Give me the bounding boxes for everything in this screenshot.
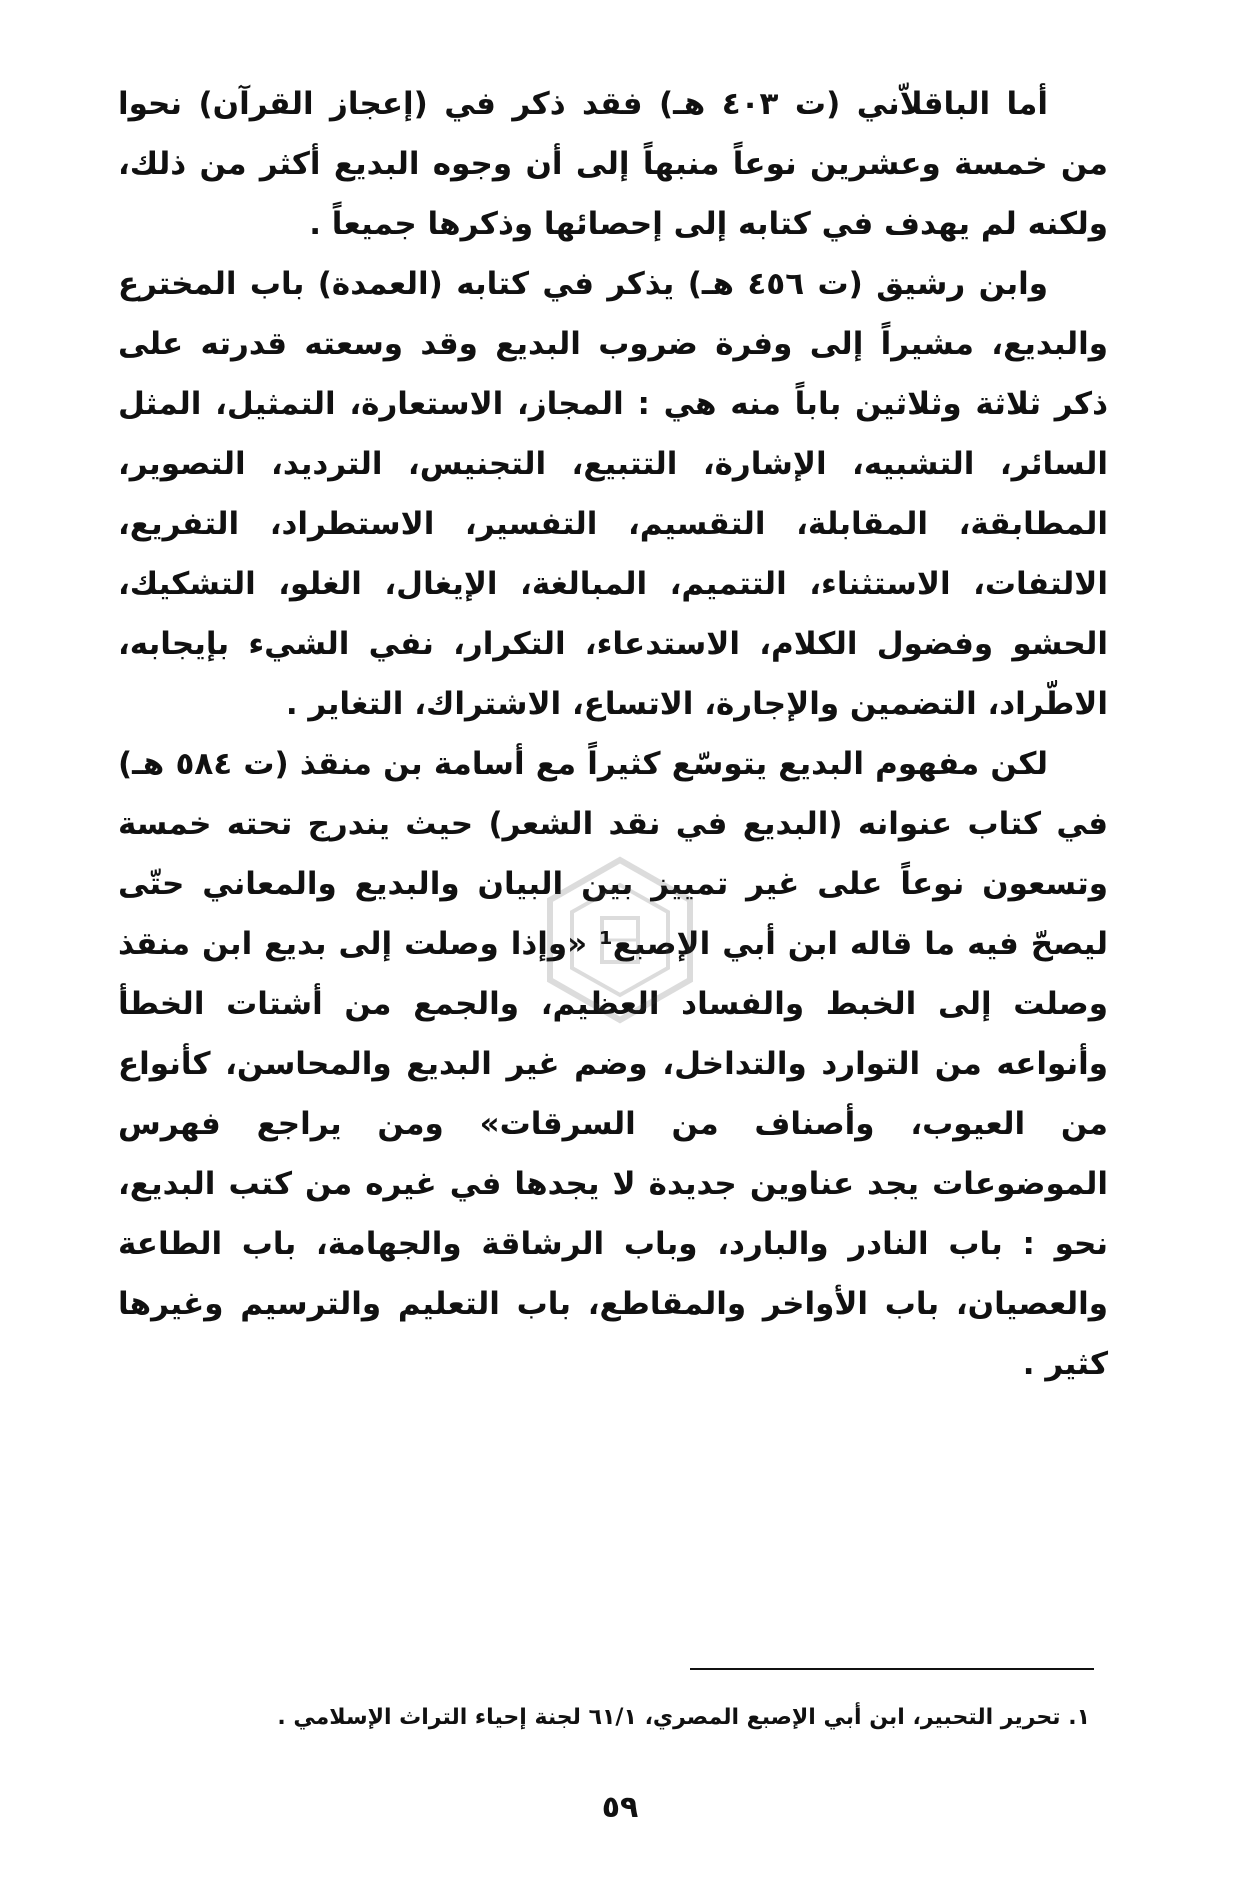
footnote-divider [690, 1668, 1094, 1670]
page-number: ٥٩ [601, 1790, 639, 1825]
footnote: ١. تحرير التحبير، ابن أبي الإصبع المصري، ٦١/١ لجنة إحياء التراث الإسلامي . [277, 1705, 1090, 1730]
paragraph-text: لكن مفهوم البديع يتوسّع كثيراً مع أسامة بن منقذ (ت ٥٨٤ هـ) في كتاب عنوانه (البديع في نقد الشعر) حيث يندرج تحته خمسة وتسعون نوعاً على غير تمييز بين البيان والبديع والمعاني حتّى ليصحّ فيه ما قاله ابن أبي الإصبع¹ «وإذا وصلت إلى بديع ابن منقذ وصلت إلى الخبط والفساد العظيم، والجمع من أشتات الخطأ وأنواعه من التوارد والتداخل، وضم غير البديع والمحاسن، كأنواع من العيوب، وأصناف من السرقات» ومن يراجع فهرس الموضوعات يجد عناوين جديدة لا يجدها في غيره من كتب البديع، نحو : باب النادر والبارد، وباب الرشاقة والجهامة، باب الطاعة والعصيان، باب الأواخر والمقاطع، باب التعليم والترسيم وغيرها كثير . [118, 746, 1108, 1382]
library-seal-watermark-icon [520, 840, 720, 1040]
paragraph-ibn-rashiq [118, 254, 1108, 734]
paragraph-usama-ibn-munqidh [118, 734, 1108, 1394]
paragraph-text: وابن رشيق (ت ٤٥٦ هـ) يذكر في كتابه (العمدة) باب المخترع والبديع، مشيراً إلى وفرة ضروب البديع وقد وسعته قدرته على ذكر ثلاثة وثلاثين باباً منه هي : المجاز، الاستعارة، التمثيل، المثل السائر، التشبيه، الإشارة، التتبيع، التجنيس، الترديد، التصوير، المطابقة، المقابلة، التقسيم، التفسير، الاستطراد، التفريع، الالتفات، الاستثناء، التتميم، المبالغة، الإيغال، الغلو، التشكيك، الحشو وفضول الكلام، الاستدعاء، التكرار، نفي الشيء بإيجابه، الاطّراد، التضمين والإجارة، الاتساع، الاشتراك، التغاير . [118, 266, 1108, 722]
body-text [118, 74, 1108, 1394]
paragraph-text: أما الباقلاّني (ت ٤٠٣ هـ) فقد ذكر في (إعجاز القرآن) نحوا من خمسة وعشرين نوعاً منبهاً إلى أن وجوه البديع أكثر من ذلك، ولكنه لم يهدف في كتابه إلى إحصائها وذكرها جميعاً . [118, 86, 1108, 242]
paragraph-baqillani [118, 74, 1108, 254]
